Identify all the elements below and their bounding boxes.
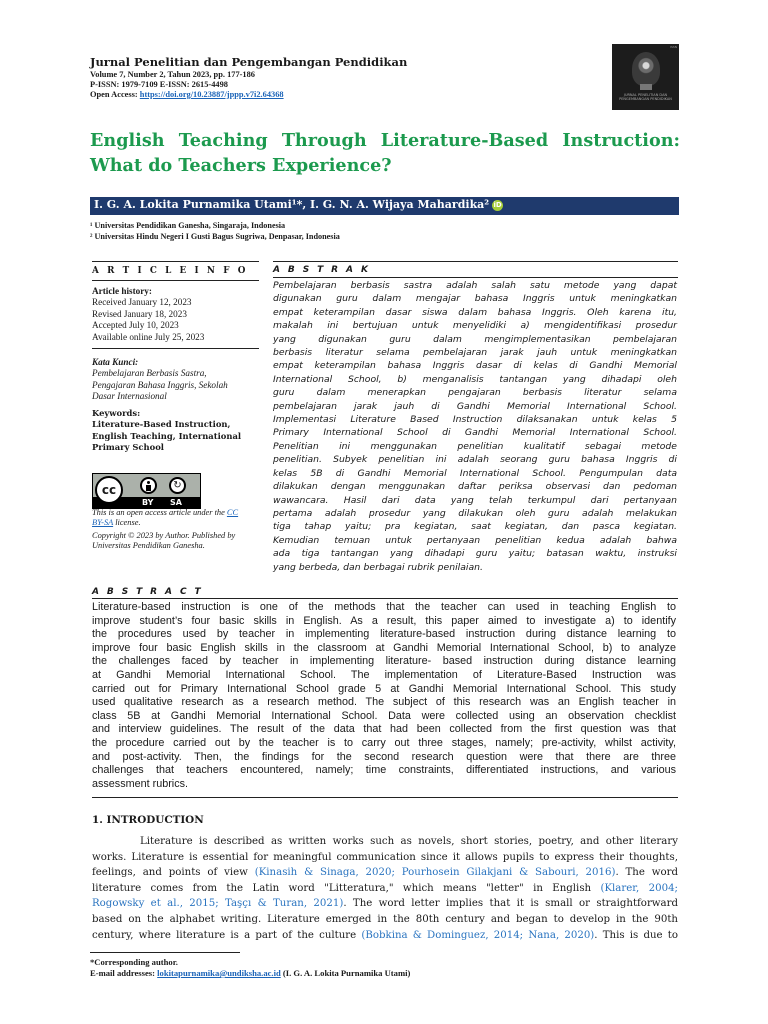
kata-kunci-label: Kata Kunci: (92, 357, 139, 367)
by-label: BY (142, 498, 154, 507)
text-line: wawancara. Hasil dari data yang telah terkumpul dari pertanyaan (273, 494, 677, 506)
text-line: guru dalam menerapkan pengajaran berbasis literatur selama (273, 387, 677, 399)
keywords: Keywords: Literature-Based Instruction, English Teaching, International Primary School (92, 408, 242, 453)
text-line: makalah ini bertujuan untuk menyelidiki a) mengidentifikasi prosedur (273, 320, 677, 332)
copyright: Copyright © 2023 by Author. Published by Universitas Pendidikan Ganesha. (92, 531, 236, 550)
email-line: E-mail addresses: lokitapurnamika@undiksha.ac.id (I. G. A. Lokita Purnamika Utami) (90, 968, 411, 978)
paper-title (90, 128, 680, 178)
journal-name: Jurnal Penelitian dan Pengembangan Pendidikan (90, 55, 408, 69)
text-line: Penelitian ini menggunakan penelitian kualitatif sebagai metode (273, 440, 677, 452)
divider (92, 261, 259, 262)
text-line: empat keterampilan dasar siswa dalam bahasa Inggris. Oleh karena itu, (273, 306, 677, 318)
text-line: Primary International School di Gandhi Memorial International School. (273, 427, 677, 439)
citation-link[interactable]: Rogowsky et al., 2015; Taşçı & Turan, 2021) (92, 898, 344, 910)
affiliation-1: ¹ Universitas Pendidikan Ganesha, Singaraja, Indonesia (90, 221, 286, 230)
text-line: the procedure carried out by the teacher is to carry out three stages, namely; pre-activity, whilst activity, (92, 736, 676, 749)
divider (92, 797, 678, 798)
text-line: kelas 5B di Gandhi Memorial International School. Pengumpulan data (273, 467, 677, 479)
text-line: improve student’s four basic skills in English. As a result, this paper aimed to investigate a) to identify (92, 614, 676, 627)
cover-tag: ISSN (670, 45, 677, 49)
text-line: Literature-based instruction is one of the methods that the teacher can used in teaching English to (92, 601, 676, 613)
by-sa-link[interactable]: BY-SA (92, 518, 114, 527)
text-line: digunakan guru dalam mengajar bahasa Inggris untuk meningkatkan (273, 293, 677, 305)
text-line: carried out for Primary International School grade 5 at Gandhi Memorial International School. This study (92, 682, 676, 695)
citation-link[interactable]: (Kinasih & Sinaga, 2020; Pourhosein Gilakjani & Sabouri, 2016) (254, 867, 616, 879)
journal-issn: P-ISSN: 1979-7109 E-ISSN: 2615-4498 (90, 80, 228, 89)
text-line: assessment rubrics. (92, 777, 189, 790)
lightbulb-icon (632, 52, 660, 86)
cc-icon: cc (95, 476, 123, 504)
affiliation-2: ² Universitas Hindu Negeri I Gusti Bagus Sugriwa, Denpasar, Indonesia (90, 232, 340, 241)
text-line: penelitian. Subyek penelitian ini adalah seorang guru bahasa Inggris di (273, 454, 677, 466)
introduction-body: Literature is described as written works such as novels, short stories, poetry, and other literary works. Literature is essential for meaningful communication since it allows pupils to express their thoughts, feelings, and points of view (Kinasih & Sinaga, 2020; Pourhosein Gilakjani & Sabouri, 2016). The word literature comes from the Latin word "Litteratura," which means "letter" in English (Klarer, 2004; Rogowsky et al., 2015; Taşçı & Turan, 2021). The word letter implies that it is small or straightforward based on the alphabet writing. Literature emerged in the 80th century and began to develop in the 90th century, where literature is a part of the culture (Bobkina & Dominguez, 2014; Nana, 2020). This is due to (92, 836, 678, 941)
abstrak-body (273, 279, 677, 574)
text-line: the procedures used by teacher in implementing literature-based instruction during distance learning to (92, 628, 676, 641)
text-line: and interview guidelines. The result of the data that had been collected from the first question was that (92, 723, 676, 736)
article-history (92, 286, 204, 343)
kata-kunci: Kata Kunci: Pembelajaran Berbasis Sastra, Pengajaran Bahasa Inggris, Sekolah Dasar Internasional (92, 357, 228, 402)
by-person-icon (140, 477, 157, 494)
citation-link[interactable]: (Klarer, 2004; (600, 882, 678, 894)
text-line: pembelajaran jarak jauh di Gandhi Memorial International School. (273, 400, 677, 412)
text-line: improve four basic English skills in the classroom at Gandhi Memorial International School, b) to analyze (92, 641, 676, 654)
divider (273, 261, 678, 262)
divider (92, 348, 259, 349)
text-line: challenges that teachers encountered, namely; time constraints, differentiated instructions, and various (92, 764, 676, 777)
text-line: yang berbeda, dan berbagai rubrik penilaian. (273, 561, 483, 573)
corresponding-author: *Corresponding author. (90, 957, 178, 967)
divider (92, 280, 259, 281)
text-line: dilakukan dengan menggunakan daftar periksa observasi dan pedoman (273, 481, 677, 493)
share-alike-icon: ↻ (169, 477, 186, 494)
text-line: berbasis literatur selama pembelajaran jarak jauh untuk meningkatkan (273, 347, 677, 359)
cc-link[interactable]: CC (226, 508, 239, 517)
journal-open-access (90, 89, 284, 100)
cc-by-sa-badge[interactable] (92, 473, 201, 509)
date-online: Available online July 25, 2023 (92, 331, 205, 342)
text-line: and post-activity. Then, the findings for the second research question were that there are three (92, 750, 676, 763)
date-received: Received January 12, 2023 (92, 297, 192, 308)
date-accepted: Accepted July 10, 2023 (92, 320, 179, 331)
article-info-heading: A R T I C L E I N F O (92, 266, 248, 276)
text-line: Implementasi Literature Based Instruction dilaksanakan untuk kelas 5 (273, 414, 677, 426)
text-line: ada tiga tantangan yang dihadapi guru yaitu; batasan waktu, instruksi (273, 548, 677, 560)
text-line: yang digunakan guru dalam mengimplementasikan pembelajaran (273, 333, 677, 345)
journal-volume: Volume 7, Number 2, Tahun 2023, pp. 177-186 (90, 70, 255, 79)
paper-title-line-1: English Teaching Through Literature-Based Instruction: (90, 130, 680, 151)
divider (92, 598, 678, 599)
text-line: pertama adalah prosedur yang dilakukan oleh guru adalah melakukan (273, 507, 677, 519)
text-line: empat keterampilan bahasa Inggris dasar di kelas di Gandhi Memorial (273, 360, 677, 372)
paper-title-line-2: What do Teachers Experience? (90, 155, 392, 176)
text-line: the challenges faced by teacher in implementing literature- based instruction during distance learning (92, 655, 676, 668)
abstract-body (92, 601, 676, 791)
license-text: This is an open access article under the CC BY-SA license. (92, 508, 239, 527)
text-line: used qualitative research as a research method. The subject of this research was an English teacher in (92, 696, 676, 709)
email-link[interactable]: lokitapurnamika@undiksha.ac.id (157, 968, 281, 978)
orcid-icon[interactable]: iD (493, 201, 502, 209)
divider (273, 277, 678, 278)
introduction-heading: 1. INTRODUCTION (92, 814, 204, 826)
text-line: Pembelajaran berbasis sastra adalah salah satu metode yang dapat (273, 280, 677, 291)
text-line: International School, b) menganalisis tantangan yang dihadapi oleh (273, 373, 677, 385)
text-line: Kemudian temuan untuk pertanyaan penelitian kedua adalah bahwa (273, 534, 677, 546)
journal-cover-image (612, 44, 679, 110)
text-line: class 5B at Gandhi Memorial International School. Data were collected using an observation checklist (92, 709, 676, 722)
citation-link[interactable]: (Bobkina & Dominguez, 2014; Nana, 2020) (361, 929, 595, 941)
doi-link[interactable]: https://doi.org/10.23887/jppp.v7i2.64368 (139, 90, 284, 99)
authors-bar (90, 197, 679, 215)
sa-label: SA (170, 498, 182, 507)
authors: I. G. A. Lokita Purnamika Utami¹*, I. G. N. A. Wijaya Mahardika² (94, 198, 490, 211)
open-access-label: Open Access: (90, 90, 138, 99)
abstrak-heading: A B S T R A K (273, 265, 371, 275)
text-line: tiga tahap yaitu; pra kegiatan, saat kegiatan, dan pasca kegiatan. (273, 521, 677, 533)
abstract-heading: A B S T R A C T (92, 587, 204, 597)
cover-title: JURNAL PENELITIAN DAN PENGEMBANGAN PENDIDIKAN (619, 93, 672, 101)
keywords-label: Keywords: (92, 408, 141, 418)
date-revised: Revised January 18, 2023 (92, 308, 187, 319)
article-history-label: Article history: (92, 286, 152, 296)
footnote-divider (90, 952, 240, 953)
text-line: at Gandhi Memorial International School. The implementation of Literature-Based Instruction was (92, 668, 676, 681)
